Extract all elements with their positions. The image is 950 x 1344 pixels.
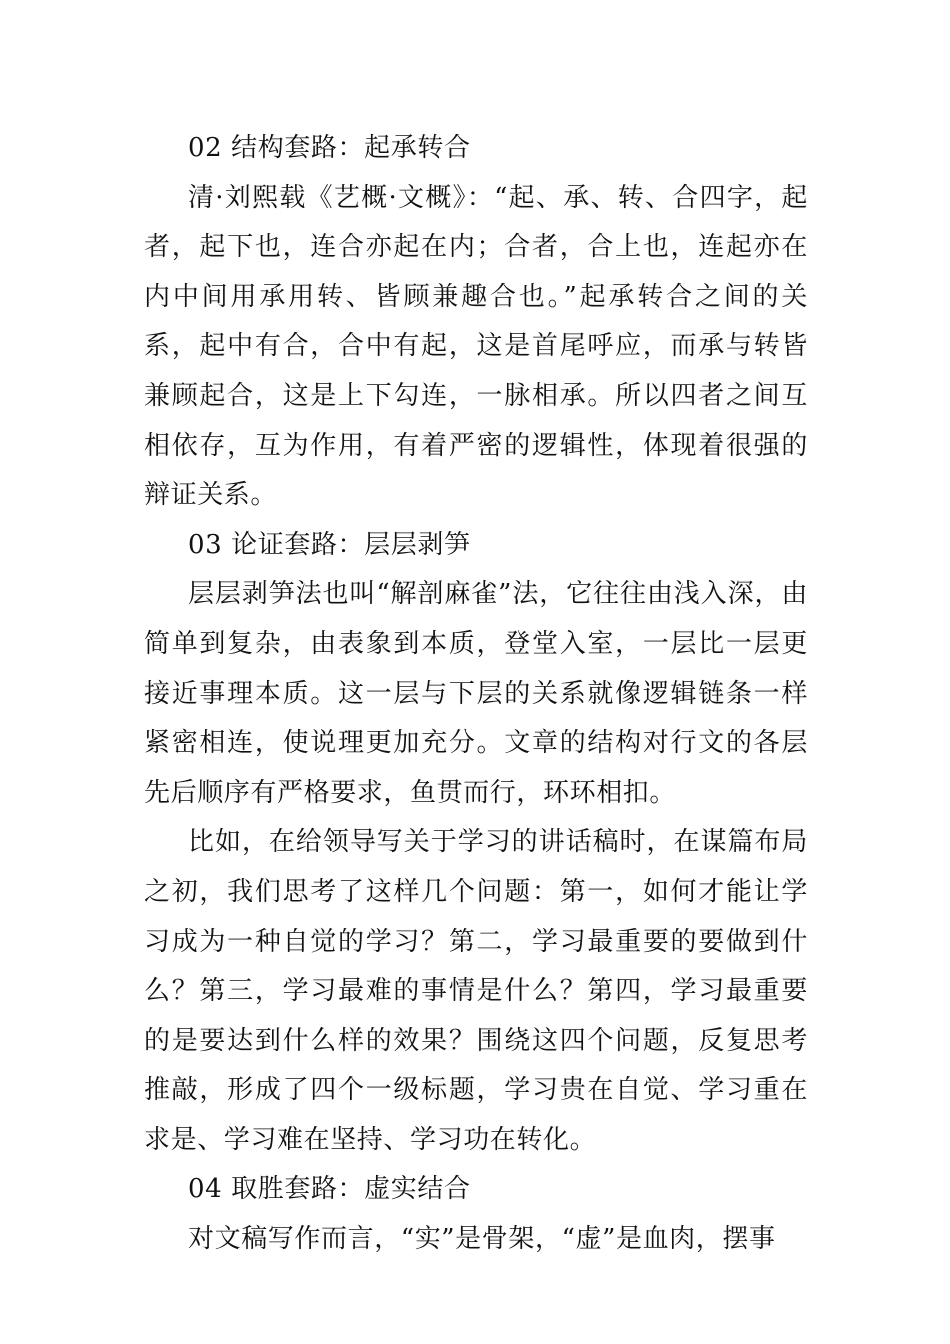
paragraph-virtual-real: 对文稿写作而言，“实”是骨架，“虚”是血肉，摆事: [188, 1224, 776, 1255]
paragraph-structure-quote: 清·刘熙载《艺概·文概》：“起、承、转、合四字，起者，起下也，连合亦起在内；合者，合上也，连起亦在内中间用承用转、皆顾兼趣合也。”起承转合之间的关系，起中有合，合中有起，这是首尾呼应，而承与转皆兼顾起合，这是上下勾连，一脉相承。所以四者之间互相依存，互为作用，有着严密的逻辑性，体现着很强的辩证关系。: [144, 182, 808, 511]
paragraph-study-example: 比如，在给领导写关于学习的讲话稿时，在谋篇布局之初，我们思考了这样几个问题：第一，如何才能让学习成为一种自觉的学习？第二，学习最重要的要做到什么？第三，学习最难的事情是什么？第四，学习最重要的是要达到什么样的效果？围绕这四个问题，反复思考推敲，形成了四个一级标题，学习贵在自觉、学习重在求是、学习难在坚持、学习功在转化。: [144, 827, 808, 1155]
document-page: [144, 124, 808, 1265]
paragraph-peeling-method: 层层剥笋法也叫“解剖麻雀”法，它往往由浅入深，由简单到复杂，由表象到本质，登堂入室，一层比一层更接近事理本质。这一层与下层的关系就像逻辑链条一样紧密相连，使说理更加充分。文章的结构对行文的各层先后顺序有严格要求，鱼贯而行，环环相扣。: [144, 579, 808, 808]
section-heading-argument: 03 论证套路：层层剥笋: [188, 529, 471, 560]
section-heading-structure: 02 结构套路：起承转合: [188, 133, 471, 163]
section-heading-winning: 04 取胜套路：虚实结合: [188, 1174, 471, 1205]
